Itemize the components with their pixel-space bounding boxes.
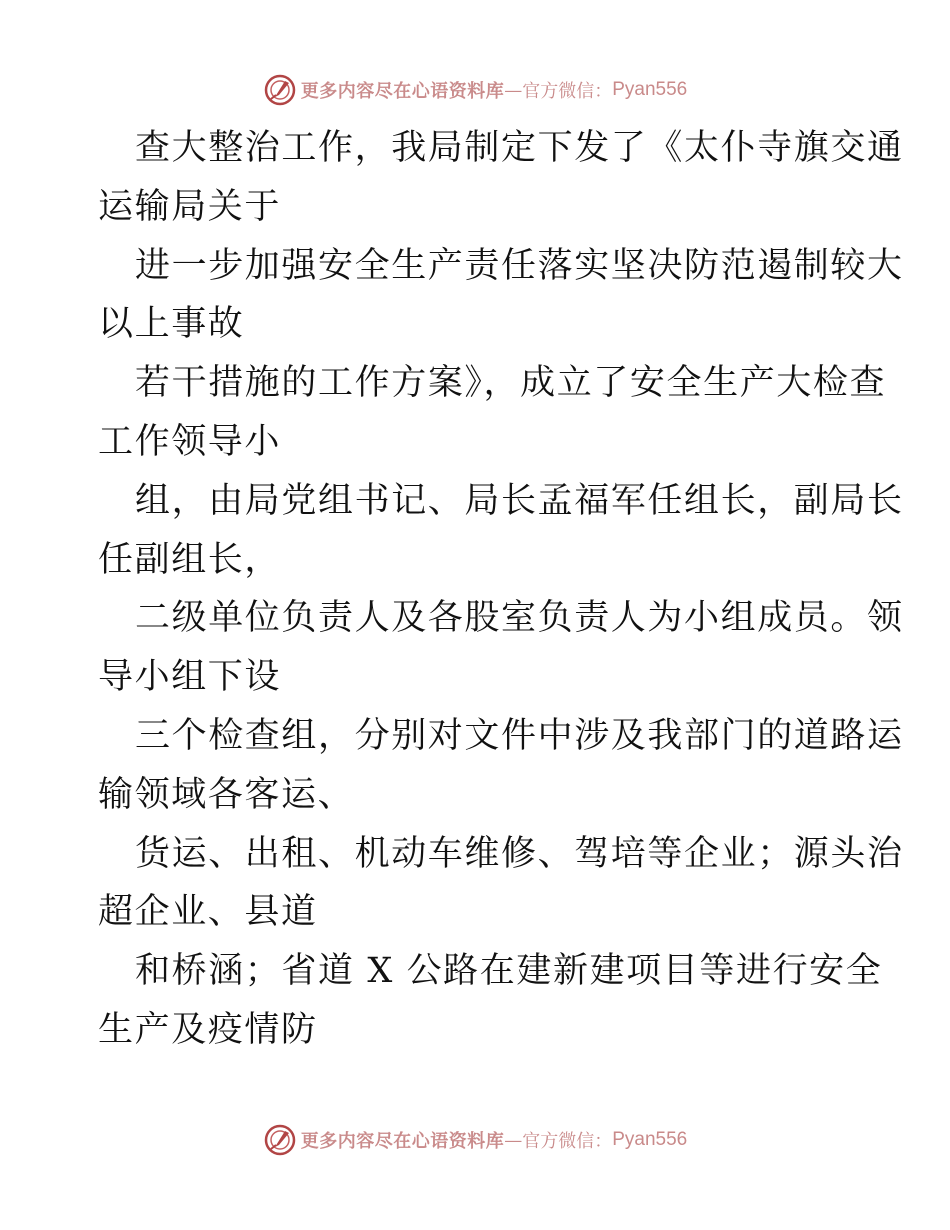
document-line: 进一步加强安全生产责任落实坚决防范遏制较大 — [135, 245, 904, 286]
pen-nib-logo-icon — [263, 1123, 297, 1157]
document-line: 超企业、县道 — [98, 892, 318, 933]
document-line: 工作领导小 — [98, 421, 282, 462]
document-line: 二级单位负责人及各股室负责人为小组成员。领 — [135, 598, 904, 639]
footer-watermark-banner — [0, 1120, 950, 1160]
watermark-dash: — — [504, 79, 523, 101]
watermark-wechat-label: 官方微信： — [522, 1131, 613, 1152]
document-line: 运输局关于 — [98, 186, 282, 227]
watermark-main-text: 更多内容尽在心语资料库 — [300, 81, 505, 102]
document-line: 组，由局党组书记、局长孟福军任组长，副局长 — [135, 480, 904, 521]
header-watermark-banner — [0, 70, 950, 110]
watermark-wechat-id: Pyan556 — [612, 1129, 688, 1150]
pen-nib-logo-icon — [263, 73, 297, 107]
document-line: 查大整治工作，我局制定下发了《太仆寺旗交通 — [135, 128, 904, 168]
watermark-wechat-label: 官方微信： — [522, 81, 613, 102]
document-line: 任副组长， — [98, 539, 282, 580]
watermark-dash: — — [504, 1129, 523, 1151]
document-line: 导小组下设 — [98, 657, 282, 698]
document-line: 生产及疫情防 — [98, 1009, 318, 1050]
document-line: 以上事故 — [98, 304, 245, 345]
document-body — [98, 119, 904, 1060]
document-line: 若干措施的工作方案》，成立了安全生产大检查 — [135, 363, 887, 404]
watermark-wechat-id: Pyan556 — [612, 79, 688, 100]
document-line: 输领域各客运、 — [98, 774, 355, 815]
document-line: 三个检查组，分别对文件中涉及我部门的道路运 — [135, 715, 904, 756]
document-line: 货运、出租、机动车维修、驾培等企业；源头治 — [135, 833, 904, 874]
watermark-main-text: 更多内容尽在心语资料库 — [300, 1131, 505, 1152]
document-line: 和桥涵；省道 X 公路在建新建项目等进行安全 — [135, 951, 883, 992]
